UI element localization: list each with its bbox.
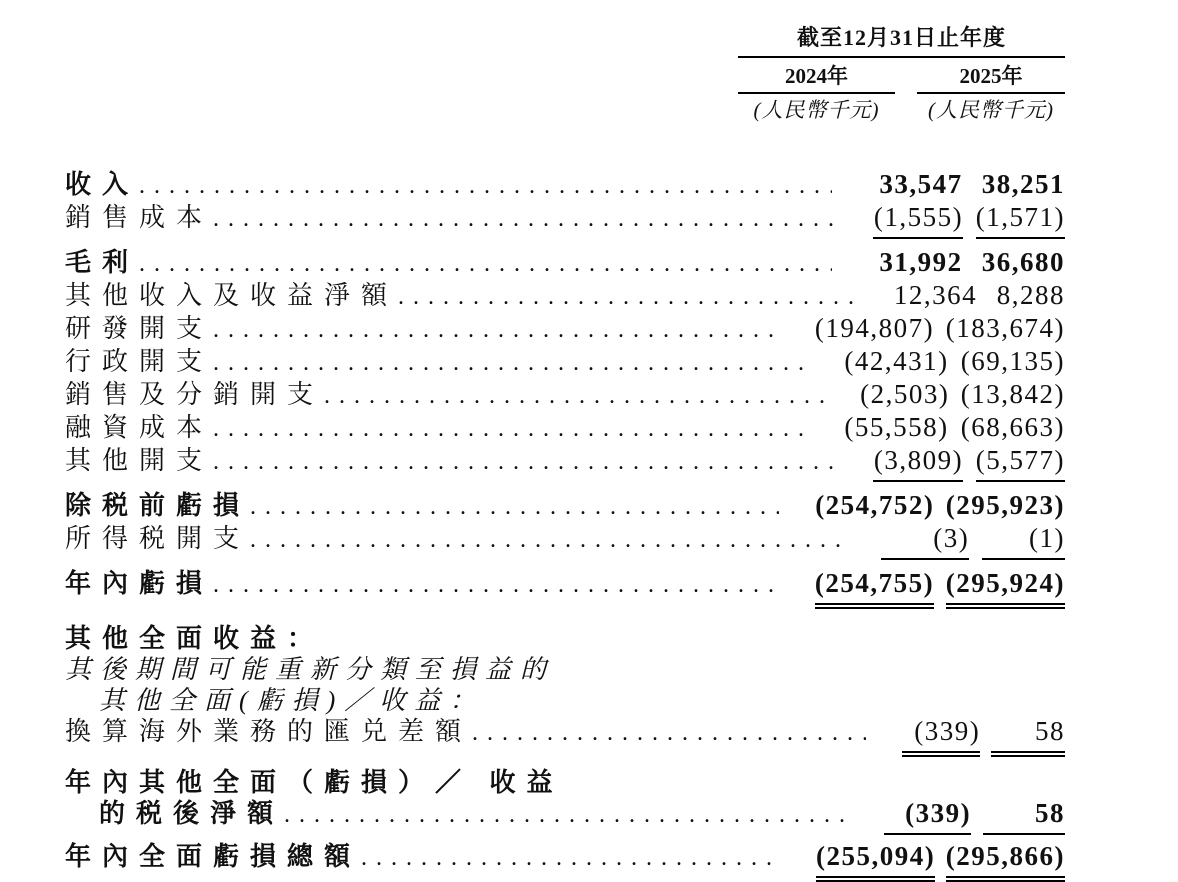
table-row — [65, 346, 1065, 379]
value-2024: (339) — [902, 716, 980, 753]
financial-table — [65, 169, 1065, 878]
value-2024: (55,558) — [844, 412, 949, 442]
value-2024: (254,752) — [815, 490, 935, 520]
row-label-cell — [65, 798, 884, 831]
row-label: 其後期間可能重新分類至損益的 — [65, 655, 556, 684]
value-2024: (255,094) — [816, 841, 935, 878]
table-row — [65, 412, 1065, 445]
row-label: 年內全面虧損總額 — [65, 842, 362, 871]
dot-leader — [250, 525, 845, 556]
dot-leader — [213, 414, 808, 445]
row-label: 收入 — [65, 170, 140, 199]
value-2024: (339) — [884, 798, 971, 835]
year-column-2024: 2024年 — [738, 64, 895, 94]
row-label-cell — [65, 716, 902, 749]
table-row — [65, 716, 1065, 753]
dot-leader — [213, 570, 779, 601]
table-row — [65, 623, 1065, 654]
table-row — [65, 654, 1065, 685]
value-2025: 38,251 — [981, 169, 1065, 199]
value-2025: (13,842) — [960, 379, 1065, 409]
table-row — [65, 379, 1065, 412]
unit-labels — [738, 98, 1065, 122]
row-label-cell — [65, 202, 873, 235]
value-2024: 31,992 — [879, 247, 963, 277]
table-row — [65, 169, 1065, 202]
value-2025: (295,924) — [946, 568, 1065, 605]
table-row — [65, 280, 1065, 313]
value-2024: (194,807) — [814, 313, 935, 343]
table-row — [65, 247, 1065, 280]
table-row — [65, 523, 1065, 560]
dot-leader — [398, 282, 858, 313]
row-label: 的税後淨額 — [99, 799, 285, 828]
table-row — [65, 445, 1065, 482]
table-row — [65, 685, 1065, 716]
table-row — [65, 202, 1065, 239]
dot-leader — [213, 348, 808, 379]
dot-leader — [250, 492, 779, 523]
dot-leader — [213, 447, 837, 478]
value-2024: (3) — [881, 523, 969, 560]
column-gap — [895, 98, 917, 122]
table-row — [65, 313, 1065, 346]
row-label: 行政開支 — [65, 347, 214, 376]
row-label-cell — [65, 280, 894, 313]
value-2025: (183,674) — [945, 313, 1065, 343]
value-2024: (42,431) — [844, 346, 949, 376]
table-row — [65, 767, 1065, 798]
row-label-cell — [65, 412, 844, 445]
table-row — [65, 490, 1065, 523]
dot-leader — [324, 381, 824, 412]
value-2025: 58 — [991, 716, 1065, 753]
row-label-cell — [65, 247, 868, 280]
value-2024: (1,555) — [873, 202, 963, 239]
row-label: 換算海外業務的匯兑差額 — [65, 717, 473, 746]
value-2025: (68,663) — [960, 412, 1065, 442]
table-row — [65, 841, 1065, 878]
value-2024: 12,364 — [893, 280, 978, 310]
unit-label-2025: (人民幣千元) — [928, 98, 1054, 122]
row-label-cell — [65, 379, 860, 412]
value-2025: (69,135) — [960, 346, 1065, 376]
dot-leader — [139, 249, 832, 280]
row-label: 融資成本 — [65, 413, 214, 442]
dot-leader — [213, 315, 779, 346]
value-2025: (1,571) — [976, 202, 1065, 239]
row-label-cell — [65, 169, 868, 202]
column-gap — [895, 64, 917, 94]
year-column-2025: 2025年 — [917, 64, 1065, 94]
value-2025: 36,680 — [981, 247, 1065, 277]
value-2025: (1) — [982, 523, 1065, 560]
value-2025: 58 — [983, 798, 1065, 835]
row-label: 其他收入及收益淨額 — [65, 281, 399, 310]
row-label-cell — [65, 445, 873, 478]
value-2024: (3,809) — [873, 445, 963, 482]
year-columns — [738, 64, 1065, 94]
row-label: 銷售成本 — [65, 203, 214, 232]
row-label-cell — [65, 767, 738, 798]
row-label: 毛利 — [65, 248, 140, 277]
row-label: 研發開支 — [65, 314, 214, 343]
value-2025: (295,923) — [945, 490, 1065, 520]
unit-label-2024: (人民幣千元) — [753, 98, 880, 122]
row-label-cell — [65, 568, 815, 601]
value-2024: (2,503) — [860, 379, 950, 409]
row-label: 其他全面(虧損)／收益： — [99, 686, 485, 715]
row-label: 年內虧損 — [65, 569, 214, 598]
row-label: 其他開支 — [65, 446, 214, 475]
row-label-cell — [65, 523, 881, 556]
row-label: 銷售及分銷開支 — [65, 380, 325, 409]
row-label: 年內其他全面（虧損）／ 收益 — [65, 768, 564, 797]
row-label-cell — [65, 685, 738, 716]
value-2024: 33,547 — [879, 169, 963, 199]
dot-leader — [361, 843, 780, 874]
row-label-cell — [65, 490, 815, 523]
value-2025: (295,866) — [946, 841, 1065, 878]
row-label-cell — [65, 623, 738, 654]
row-label: 所得税開支 — [65, 524, 251, 553]
row-label-cell — [65, 841, 816, 874]
dot-leader — [139, 171, 832, 202]
row-label: 除税前虧損 — [65, 491, 251, 520]
row-label-cell — [65, 654, 738, 685]
dot-leader — [284, 800, 848, 831]
period-title: 截至12月31日止年度 — [738, 25, 1065, 58]
table-row — [65, 568, 1065, 605]
row-label: 其他全面收益： — [65, 624, 325, 653]
row-label-cell — [65, 313, 815, 346]
dot-leader — [472, 718, 866, 749]
row-label-cell — [65, 346, 844, 379]
value-2024: (254,755) — [815, 568, 934, 605]
period-header — [738, 25, 1065, 122]
value-2025: 8,288 — [996, 280, 1065, 310]
table-row — [65, 798, 1065, 835]
value-2025: (5,577) — [976, 445, 1065, 482]
dot-leader — [213, 204, 837, 235]
